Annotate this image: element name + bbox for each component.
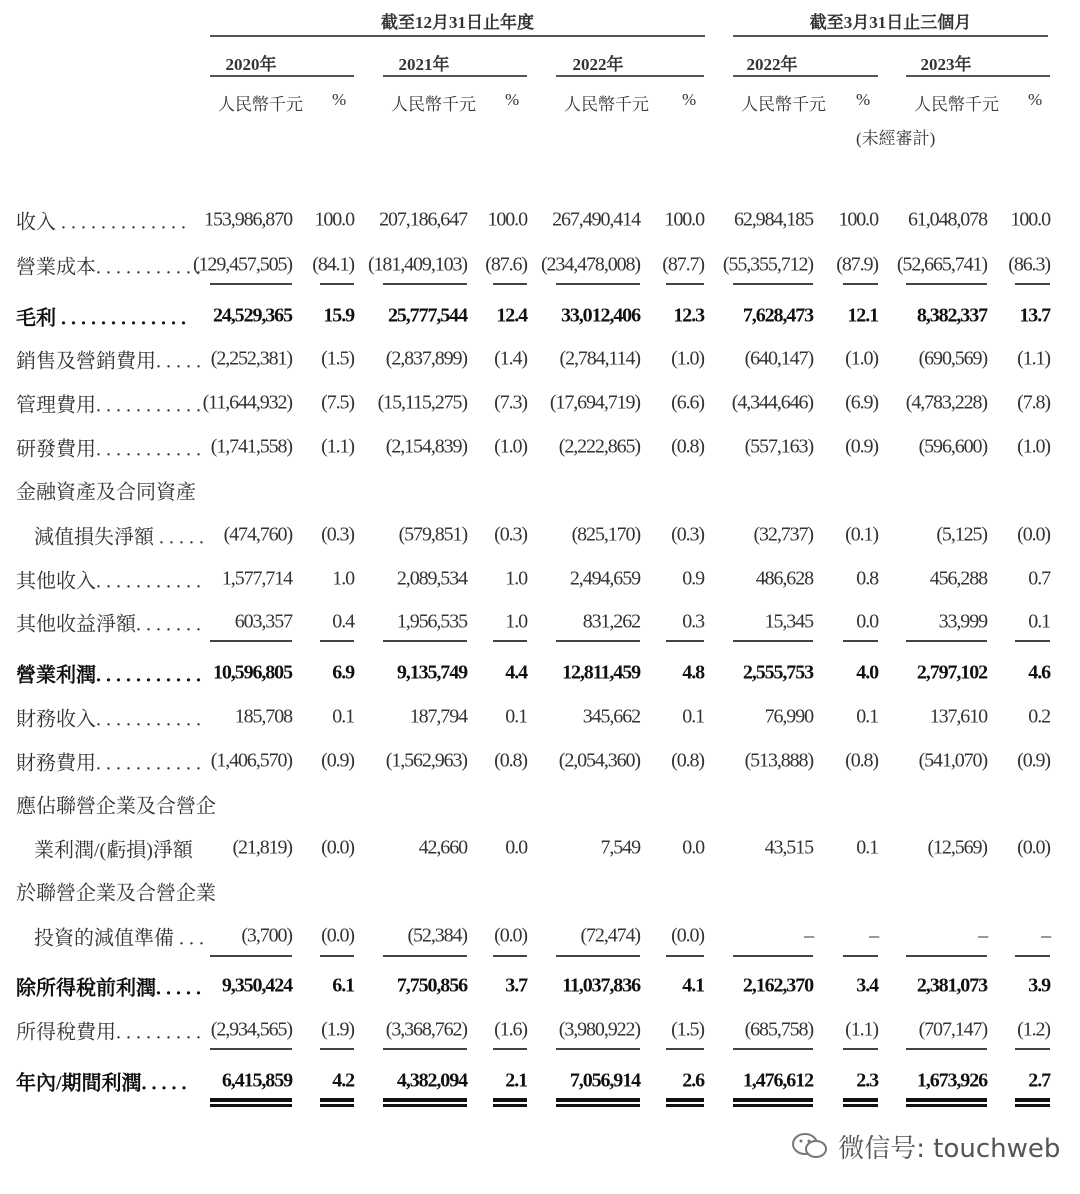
percent-cell: (87.6) — [485, 253, 527, 276]
amount-cell: (181,409,103) — [367, 253, 467, 276]
amount-cell: (234,478,008) — [540, 253, 640, 276]
year-header: 2023年 — [920, 55, 972, 74]
row-label: 收入 . . . . . . . . . . . . . — [16, 211, 186, 234]
underline — [666, 283, 704, 285]
underline — [210, 1048, 292, 1050]
underline — [733, 955, 813, 957]
percent-cell: – — [869, 924, 878, 947]
amount-cell: 76,990 — [764, 705, 813, 728]
percent-cell: (1.9) — [321, 1018, 354, 1041]
underline — [383, 640, 467, 642]
underline — [733, 640, 813, 642]
percent-label: % — [505, 90, 520, 109]
row-label: 管理費用. . . . . . . . . . . — [16, 394, 201, 417]
percent-cell: 12.4 — [496, 304, 527, 327]
percent-cell: (1.1) — [1017, 347, 1050, 370]
percent-cell: 100.0 — [838, 208, 878, 231]
amount-cell: (513,888) — [744, 749, 813, 772]
amount-cell: 4,382,094 — [396, 1069, 467, 1092]
percent-cell: 2.3 — [856, 1069, 878, 1092]
percent-cell: 6.1 — [332, 974, 354, 997]
amount-cell: (2,934,565) — [210, 1018, 292, 1041]
underline — [666, 1098, 704, 1104]
underline — [843, 283, 878, 285]
underline — [320, 640, 354, 642]
underline — [383, 1098, 467, 1104]
amount-cell: 2,162,370 — [742, 974, 813, 997]
underline — [493, 283, 527, 285]
percent-cell: 0.2 — [1028, 705, 1050, 728]
percent-cell: 0.3 — [682, 610, 704, 633]
amount-cell: (1,406,570) — [210, 749, 292, 772]
percent-cell: 0.1 — [1028, 610, 1050, 633]
amount-cell: 1,476,612 — [742, 1069, 813, 1092]
year-header: 2022年 — [572, 55, 624, 74]
amount-cell: 61,048,078 — [907, 208, 987, 231]
row-label: 減值損失淨額 . . . . . — [34, 526, 204, 549]
amount-cell: (17,694,719) — [549, 391, 640, 414]
percent-cell: (0.0) — [321, 836, 354, 859]
amount-cell: (596,600) — [918, 435, 987, 458]
amount-cell: (690,569) — [918, 347, 987, 370]
amount-cell: 2,555,753 — [742, 661, 813, 684]
percent-cell: 3.7 — [505, 974, 527, 997]
percent-cell: (0.0) — [494, 924, 527, 947]
watermark-text: 微信号: touchweb — [838, 1134, 1061, 1164]
amount-cell: 33,999 — [938, 610, 987, 633]
percent-cell: 12.1 — [847, 304, 878, 327]
amount-cell: 62,984,185 — [733, 208, 813, 231]
amount-cell: (3,368,762) — [385, 1018, 467, 1041]
amount-cell: (11,644,932) — [202, 391, 292, 414]
amount-cell: (640,147) — [744, 347, 813, 370]
underline — [383, 1048, 467, 1050]
percent-cell: 12.3 — [673, 304, 704, 327]
row-label: 研發費用. . . . . . . . . . . — [16, 438, 201, 461]
amount-cell: (4,344,646) — [731, 391, 813, 414]
amount-cell: 153,986,870 — [204, 208, 292, 231]
amount-cell: (5,125) — [936, 523, 987, 546]
row-label: 其他收益淨額. . . . . . . — [16, 613, 201, 636]
percent-cell: (1.1) — [845, 1018, 878, 1041]
divider — [733, 75, 878, 77]
underline — [843, 640, 878, 642]
row-label: 金融資產及合同資產 — [16, 481, 196, 504]
percent-cell: 2.7 — [1028, 1069, 1050, 1092]
amount-cell: (3,700) — [241, 924, 292, 947]
percent-label: % — [856, 90, 871, 109]
unit-label: 人民幣千元 — [564, 95, 649, 114]
amount-cell: (12,569) — [927, 836, 987, 859]
underline — [320, 283, 354, 285]
percent-cell: 0.1 — [505, 705, 527, 728]
percent-cell: (1.2) — [1017, 1018, 1050, 1041]
amount-cell: (52,384) — [407, 924, 467, 947]
underline — [733, 283, 813, 285]
percent-cell: 100.0 — [1010, 208, 1050, 231]
amount-cell: 137,610 — [929, 705, 987, 728]
percent-cell: 4.8 — [682, 661, 704, 684]
amount-cell: 9,350,424 — [221, 974, 292, 997]
underline — [733, 1098, 813, 1104]
underline — [493, 640, 527, 642]
percent-cell: 100.0 — [487, 208, 527, 231]
percent-cell: 4.1 — [682, 974, 704, 997]
underline — [210, 283, 292, 285]
amount-cell: (2,784,114) — [559, 347, 640, 370]
percent-cell: 100.0 — [314, 208, 354, 231]
row-label: 銷售及營銷費用. . . . . — [16, 350, 201, 373]
percent-cell: (0.9) — [321, 749, 354, 772]
percent-cell: (6.9) — [845, 391, 878, 414]
percent-cell: 4.0 — [856, 661, 878, 684]
percent-cell: 4.4 — [505, 661, 527, 684]
percent-cell: (0.3) — [321, 523, 354, 546]
row-label: 除所得稅前利潤. . . . . — [16, 977, 201, 1000]
percent-cell: 0.1 — [682, 705, 704, 728]
percent-cell: 3.9 — [1028, 974, 1050, 997]
amount-cell: (2,837,899) — [385, 347, 467, 370]
percent-cell: (0.3) — [494, 523, 527, 546]
amount-cell: (72,474) — [580, 924, 640, 947]
underline — [1015, 283, 1050, 285]
percent-cell: (0.9) — [1017, 749, 1050, 772]
underline — [843, 1098, 878, 1104]
amount-cell: (825,170) — [571, 523, 640, 546]
percent-cell: 3.4 — [856, 974, 878, 997]
underline — [666, 955, 704, 957]
percent-cell: (1.0) — [671, 347, 704, 370]
row-label: 毛利 . . . . . . . . . . . . . — [16, 307, 186, 330]
amount-cell: (2,054,360) — [558, 749, 640, 772]
percent-cell: (1.1) — [321, 435, 354, 458]
amount-cell: 24,529,365 — [212, 304, 292, 327]
amount-cell: (685,758) — [744, 1018, 813, 1041]
amount-cell: (557,163) — [744, 435, 813, 458]
amount-cell: (21,819) — [232, 836, 292, 859]
underline — [556, 283, 640, 285]
unit-label: 人民幣千元 — [741, 95, 826, 114]
percent-cell: 2.6 — [682, 1069, 704, 1092]
year-header: 2021年 — [398, 55, 450, 74]
percent-cell: (0.0) — [1017, 836, 1050, 859]
percent-cell: 0.1 — [856, 705, 878, 728]
amount-cell: 345,662 — [582, 705, 640, 728]
amount-cell: (55,355,712) — [722, 253, 813, 276]
percent-cell: (1.0) — [494, 435, 527, 458]
underline — [556, 1098, 640, 1104]
underline — [383, 955, 467, 957]
percent-cell: 0.1 — [332, 705, 354, 728]
underline — [320, 1048, 354, 1050]
percent-cell: (1.4) — [494, 347, 527, 370]
underline — [906, 1048, 987, 1050]
percent-cell: 0.0 — [856, 610, 878, 633]
row-label: 投資的減值準備 . . . — [34, 927, 204, 950]
underline — [906, 640, 987, 642]
amount-cell: 7,056,914 — [569, 1069, 640, 1092]
amount-cell: 12,811,459 — [562, 661, 640, 684]
percent-cell: (0.1) — [845, 523, 878, 546]
percent-cell: 15.9 — [323, 304, 354, 327]
divider — [733, 35, 1048, 37]
underline — [383, 283, 467, 285]
unaudited-note: (未經審計) — [856, 129, 936, 148]
amount-cell: (129,457,505) — [192, 253, 292, 276]
underline — [1015, 955, 1050, 957]
amount-cell: 9,135,749 — [396, 661, 467, 684]
amount-cell: (541,070) — [918, 749, 987, 772]
divider — [210, 35, 705, 37]
underline — [906, 1098, 987, 1104]
percent-cell: (7.3) — [494, 391, 527, 414]
amount-cell: (707,147) — [918, 1018, 987, 1041]
amount-cell: 7,750,856 — [396, 974, 467, 997]
amount-cell: 7,628,473 — [742, 304, 813, 327]
amount-cell: 43,515 — [764, 836, 813, 859]
percent-cell: (0.0) — [1017, 523, 1050, 546]
underline — [906, 955, 987, 957]
percent-cell: (0.8) — [494, 749, 527, 772]
percent-cell: – — [1041, 924, 1050, 947]
underline — [556, 1048, 640, 1050]
amount-cell: – — [978, 924, 987, 947]
percent-cell: 4.2 — [332, 1069, 354, 1092]
amount-cell: (4,783,228) — [905, 391, 987, 414]
amount-cell: 267,490,414 — [552, 208, 640, 231]
row-label: 應佔聯營企業及合營企 — [16, 795, 216, 818]
wechat-icon — [790, 1131, 830, 1161]
underline — [556, 955, 640, 957]
underline — [556, 640, 640, 642]
amount-cell: (579,851) — [398, 523, 467, 546]
percent-cell: (0.8) — [671, 435, 704, 458]
divider — [556, 75, 704, 77]
annual-group-header: 截至12月31日止年度 — [381, 13, 534, 32]
percent-cell: (6.6) — [671, 391, 704, 414]
amount-cell: – — [804, 924, 813, 947]
unit-label: 人民幣千元 — [914, 95, 999, 114]
underline — [493, 1048, 527, 1050]
percent-cell: (86.3) — [1008, 253, 1050, 276]
percent-cell: (0.9) — [845, 435, 878, 458]
row-label: 年內/期間利潤. . . . . — [16, 1072, 187, 1095]
amount-cell: (3,980,922) — [558, 1018, 640, 1041]
underline — [1015, 1048, 1050, 1050]
percent-cell: 2.1 — [505, 1069, 527, 1092]
amount-cell: 42,660 — [418, 836, 467, 859]
amount-cell: 25,777,544 — [387, 304, 467, 327]
divider — [906, 75, 1050, 77]
percent-cell: (1.5) — [671, 1018, 704, 1041]
amount-cell: (52,665,741) — [896, 253, 987, 276]
row-label: 財務費用. . . . . . . . . . . — [16, 752, 201, 775]
percent-cell: (0.0) — [671, 924, 704, 947]
percent-cell: (1.6) — [494, 1018, 527, 1041]
amount-cell: 603,357 — [234, 610, 292, 633]
percent-cell: 0.0 — [682, 836, 704, 859]
percent-cell: 6.9 — [332, 661, 354, 684]
percent-cell: 13.7 — [1019, 304, 1050, 327]
divider — [210, 75, 354, 77]
underline — [210, 1098, 292, 1104]
amount-cell: (1,562,963) — [385, 749, 467, 772]
underline — [320, 1098, 354, 1104]
amount-cell: (2,252,381) — [210, 347, 292, 370]
underline — [493, 955, 527, 957]
percent-cell: (0.0) — [321, 924, 354, 947]
percent-cell: (1.0) — [845, 347, 878, 370]
amount-cell: 6,415,859 — [221, 1069, 292, 1092]
amount-cell: 8,382,337 — [916, 304, 987, 327]
row-label: 營業利潤. . . . . . . . . . . — [16, 664, 201, 687]
amount-cell: 10,596,805 — [212, 661, 292, 684]
watermark — [790, 1128, 1060, 1165]
percent-label: % — [682, 90, 697, 109]
underline — [843, 1048, 878, 1050]
row-label: 所得稅費用. . . . . . . . . — [16, 1021, 201, 1044]
amount-cell: 11,037,836 — [562, 974, 640, 997]
amount-cell: (474,760) — [223, 523, 292, 546]
amount-cell: 1,577,714 — [221, 567, 292, 590]
amount-cell: (15,115,275) — [377, 391, 467, 414]
amount-cell: (2,222,865) — [558, 435, 640, 458]
row-label: 其他收入. . . . . . . . . . . — [16, 570, 201, 593]
percent-cell: (7.8) — [1017, 391, 1050, 414]
percent-cell: 1.0 — [505, 610, 527, 633]
underline — [1015, 640, 1050, 642]
row-label: 財務收入. . . . . . . . . . . — [16, 708, 201, 731]
percent-cell: (0.8) — [845, 749, 878, 772]
percent-cell: 1.0 — [505, 567, 527, 590]
percent-cell: 4.6 — [1028, 661, 1050, 684]
divider — [383, 75, 527, 77]
percent-cell: (1.0) — [1017, 435, 1050, 458]
row-label: 營業成本. . . . . . . . . . . — [16, 256, 201, 279]
percent-cell: (84.1) — [312, 253, 354, 276]
percent-cell: 0.1 — [856, 836, 878, 859]
percent-cell: (1.5) — [321, 347, 354, 370]
amount-cell: 1,956,535 — [396, 610, 467, 633]
percent-label: % — [332, 90, 347, 109]
percent-cell: 1.0 — [332, 567, 354, 590]
underline — [733, 1048, 813, 1050]
amount-cell: 2,797,102 — [916, 661, 987, 684]
amount-cell: 831,262 — [582, 610, 640, 633]
amount-cell: 33,012,406 — [560, 304, 640, 327]
percent-cell: (87.7) — [662, 253, 704, 276]
amount-cell: 2,089,534 — [396, 567, 467, 590]
percent-cell: 0.9 — [682, 567, 704, 590]
percent-cell: 100.0 — [664, 208, 704, 231]
amount-cell: 185,708 — [234, 705, 292, 728]
year-header: 2022年 — [746, 55, 798, 74]
amount-cell: 486,628 — [755, 567, 813, 590]
row-label: 於聯營企業及合營企業 — [16, 882, 216, 905]
underline — [906, 283, 987, 285]
amount-cell: 15,345 — [764, 610, 813, 633]
unit-label: 人民幣千元 — [391, 95, 476, 114]
underline — [666, 1048, 704, 1050]
percent-cell: 0.7 — [1028, 567, 1050, 590]
row-label: 業利潤/(虧損)淨額 — [34, 839, 193, 862]
amount-cell: 207,186,647 — [379, 208, 467, 231]
amount-cell: (32,737) — [753, 523, 813, 546]
unit-label: 人民幣千元 — [218, 95, 303, 114]
amount-cell: 2,494,659 — [569, 567, 640, 590]
percent-cell: (0.8) — [671, 749, 704, 772]
amount-cell: (2,154,839) — [385, 435, 467, 458]
quarter-group-header: 截至3月31日止三個月 — [809, 13, 972, 32]
amount-cell: 187,794 — [409, 705, 467, 728]
underline — [210, 955, 292, 957]
underline — [666, 640, 704, 642]
percent-cell: (87.9) — [836, 253, 878, 276]
amount-cell: (1,741,558) — [210, 435, 292, 458]
amount-cell: 1,673,926 — [916, 1069, 987, 1092]
percent-cell: 0.4 — [332, 610, 354, 633]
amount-cell: 456,288 — [929, 567, 987, 590]
percent-cell: (7.5) — [321, 391, 354, 414]
percent-cell: 0.0 — [505, 836, 527, 859]
amount-cell: 7,549 — [600, 836, 640, 859]
percent-cell: (0.3) — [671, 523, 704, 546]
percent-cell: 0.8 — [856, 567, 878, 590]
percent-label: % — [1028, 90, 1043, 109]
underline — [320, 955, 354, 957]
underline — [1015, 1098, 1050, 1104]
year-header: 2020年 — [225, 55, 277, 74]
underline — [843, 955, 878, 957]
underline — [493, 1098, 527, 1104]
amount-cell: 2,381,073 — [916, 974, 987, 997]
underline — [210, 640, 292, 642]
